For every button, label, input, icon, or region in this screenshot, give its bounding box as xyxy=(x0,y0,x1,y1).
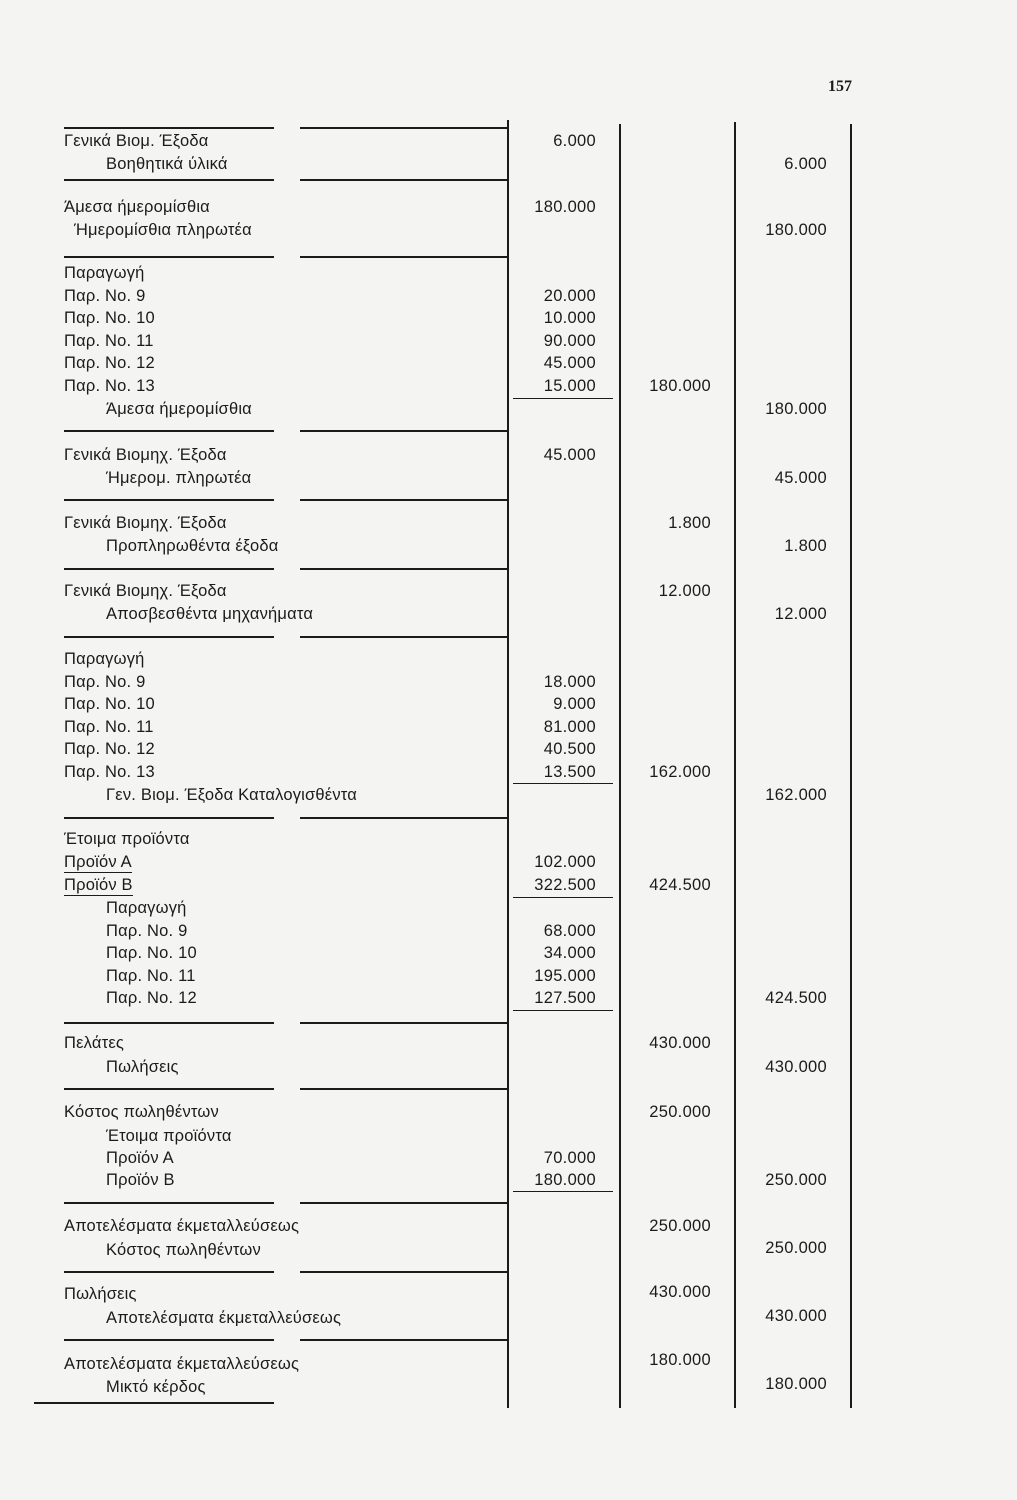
entry-rule xyxy=(300,568,507,570)
credit-sub-amount: 127.500 xyxy=(534,989,596,1007)
sub-account: Παρ. Νο. 9 xyxy=(64,287,146,305)
credit-account: Βοηθητικά ύλικά xyxy=(106,155,228,173)
debit-account: Κόστος πωληθέντων xyxy=(64,1103,219,1121)
entry-rule xyxy=(300,499,507,501)
entry-rule xyxy=(64,817,274,819)
debit-amount: 180.000 xyxy=(649,1351,711,1369)
sub-amount: 15.000 xyxy=(543,377,596,395)
credit-sub-amount: 70.000 xyxy=(543,1149,596,1167)
entry-rule xyxy=(300,1202,507,1204)
entry-rule xyxy=(34,1402,274,1404)
credit-account: Παραγωγή xyxy=(106,899,187,917)
credit-amount: 250.000 xyxy=(765,1171,827,1189)
credit-sub-account: Προϊόν Β xyxy=(106,1171,175,1189)
credit-amount: 45.000 xyxy=(774,469,827,487)
sub-account: Παρ. Νο. 13 xyxy=(64,377,155,395)
debit-account: Γενικά Βιομηχ. Έξοδα xyxy=(64,514,227,532)
debit-total: 424.500 xyxy=(649,876,711,894)
debit-account: Παραγωγή xyxy=(64,264,145,282)
entry-rule xyxy=(64,499,274,501)
debit-account: Αποτελέσματα έκμεταλλεύσεως xyxy=(64,1217,300,1235)
credit-sub-account: Προϊόν Α xyxy=(106,1149,174,1167)
sub-amount: 18.000 xyxy=(543,673,596,691)
entry-rule xyxy=(64,1088,274,1090)
entry-rule xyxy=(300,1271,507,1273)
entry-rule xyxy=(300,1088,507,1090)
credit-account: Ήμερομίσθια πληρωτέα xyxy=(74,221,252,239)
entry-rule xyxy=(64,636,274,638)
debit-account: Έτοιμα προϊόντα xyxy=(64,830,190,848)
entry-rule xyxy=(64,256,274,258)
subtotal-rule xyxy=(513,1010,613,1011)
column-rule-4 xyxy=(850,124,852,1408)
sub-amount: 90.000 xyxy=(543,332,596,350)
entry-rule xyxy=(300,636,507,638)
credit-amount: 180.000 xyxy=(765,221,827,239)
sub-account: Παρ. Νο. 11 xyxy=(64,718,154,736)
credit-amount: 250.000 xyxy=(765,1239,827,1257)
credit-amount: 162.000 xyxy=(765,786,827,804)
sub-account: Παρ. Νο. 12 xyxy=(64,354,155,372)
credit-amount: 430.000 xyxy=(765,1307,827,1325)
entry-rule xyxy=(64,179,274,181)
entry-rule xyxy=(300,256,507,258)
debit-account: Γενικά Βιομηχ. Έξοδα xyxy=(64,582,227,600)
product-b-label: Προϊόν Β xyxy=(64,876,133,894)
sub-account: Παρ. Νο. 10 xyxy=(64,695,155,713)
debit-account: Παραγωγή xyxy=(64,650,145,668)
debit-account: Γενικά Βιομ. Έξοδα xyxy=(64,132,209,150)
sub-account: Παρ. Νο. 9 xyxy=(64,673,146,691)
credit-account: Αποτελέσματα έκμεταλλεύσεως xyxy=(106,1309,342,1327)
debit-amount: 250.000 xyxy=(649,1217,711,1235)
credit-account: Ήμερομ. πληρωτέα xyxy=(106,469,252,487)
debit-account: Πελάτες xyxy=(64,1034,125,1052)
credit-account: Μικτό κέρδος xyxy=(106,1378,206,1396)
credit-account: Πωλήσεις xyxy=(106,1058,179,1076)
sub-amount: 40.500 xyxy=(543,740,596,758)
sub-amount: 9.000 xyxy=(553,695,596,713)
credit-amount: 430.000 xyxy=(765,1058,827,1076)
entry-rule xyxy=(300,817,507,819)
entry-rule xyxy=(64,1271,274,1273)
credit-amount: 180.000 xyxy=(765,1375,827,1393)
credit-amount: 12.000 xyxy=(774,605,827,623)
sub-amount: 45.000 xyxy=(543,354,596,372)
debit-amount: 430.000 xyxy=(649,1034,711,1052)
debit-total: 180.000 xyxy=(649,377,711,395)
entry-rule xyxy=(300,1022,507,1024)
entry-rule xyxy=(300,179,507,181)
credit-sub-account: Παρ. Νο. 10 xyxy=(106,944,197,962)
debit-total: 162.000 xyxy=(649,763,711,781)
entry-rule xyxy=(64,1022,274,1024)
credit-account: Προπληρωθέντα έξοδα xyxy=(106,537,279,555)
sub-amount: 81.000 xyxy=(543,718,596,736)
credit-sub-amount: 195.000 xyxy=(534,967,596,985)
debit-amount: 12.000 xyxy=(658,582,711,600)
debit-account: Πωλήσεις xyxy=(64,1285,137,1303)
debit-account: Γενικά Βιομηχ. Έξοδα xyxy=(64,446,227,464)
entry-rule xyxy=(300,430,507,432)
credit-amount: 424.500 xyxy=(765,989,827,1007)
entry-rule xyxy=(64,1202,274,1204)
credit-sub-amount: 180.000 xyxy=(534,1171,596,1189)
credit-account: Γεν. Βιομ. Έξοδα Καταλογισθέντα xyxy=(106,786,358,804)
credit-account: Κόστος πωληθέντων xyxy=(106,1241,261,1259)
credit-sub-account: Παρ. Νο. 12 xyxy=(106,989,197,1007)
sub-amount: 13.500 xyxy=(543,763,596,781)
credit-amount: 6.000 xyxy=(784,155,827,173)
credit-sub-account: Παρ. Νο. 11 xyxy=(106,967,196,985)
credit-amount: 1.800 xyxy=(784,537,827,555)
debit-amount: 1.800 xyxy=(668,514,711,532)
sub-amount: 10.000 xyxy=(543,309,596,327)
subtotal-rule xyxy=(513,1191,613,1192)
debit-amount: 250.000 xyxy=(649,1103,711,1121)
sub-account: Παρ. Νο. 11 xyxy=(64,332,154,350)
product-a-label: Προϊόν Α xyxy=(64,853,132,871)
subtotal-rule xyxy=(513,783,613,784)
entry-rule xyxy=(64,568,274,570)
credit-sub-amount: 68.000 xyxy=(543,922,596,940)
subtotal-rule xyxy=(513,398,613,399)
page-number: 157 xyxy=(828,78,852,95)
entry-rule xyxy=(64,1339,274,1341)
credit-account: Αποσβεσθέντα μηχανήματα xyxy=(106,605,314,623)
debit-amount: 180.000 xyxy=(534,198,596,216)
sub-amount: 102.000 xyxy=(534,853,596,871)
debit-amount: 430.000 xyxy=(649,1283,711,1301)
debit-amount: 6.000 xyxy=(553,132,596,150)
sub-account: Παρ. Νο. 12 xyxy=(64,740,155,758)
subtotal-rule xyxy=(513,897,613,898)
credit-sub-account: Παρ. Νο. 9 xyxy=(106,922,188,940)
entry-rule xyxy=(300,1339,507,1341)
sub-account: Παρ. Νο. 10 xyxy=(64,309,155,327)
sub-account: Παρ. Νο. 13 xyxy=(64,763,155,781)
sub-amount: 20.000 xyxy=(543,287,596,305)
credit-account: Έτοιμα προϊόντα xyxy=(106,1127,232,1145)
credit-account: Άμεσα ήμερομίσθια xyxy=(106,400,252,418)
debit-account: Αποτελέσματα έκμεταλλεύσεως xyxy=(64,1355,300,1373)
sub-amount: 322.500 xyxy=(534,876,596,894)
entry-rule xyxy=(64,430,274,432)
credit-amount: 180.000 xyxy=(765,400,827,418)
credit-sub-amount: 34.000 xyxy=(543,944,596,962)
entry-rule xyxy=(64,127,274,129)
debit-account: Άμεσα ήμερομίσθια xyxy=(64,198,210,216)
debit-amount: 45.000 xyxy=(543,446,596,464)
column-rule-3 xyxy=(734,122,736,1408)
entry-rule xyxy=(300,127,507,129)
